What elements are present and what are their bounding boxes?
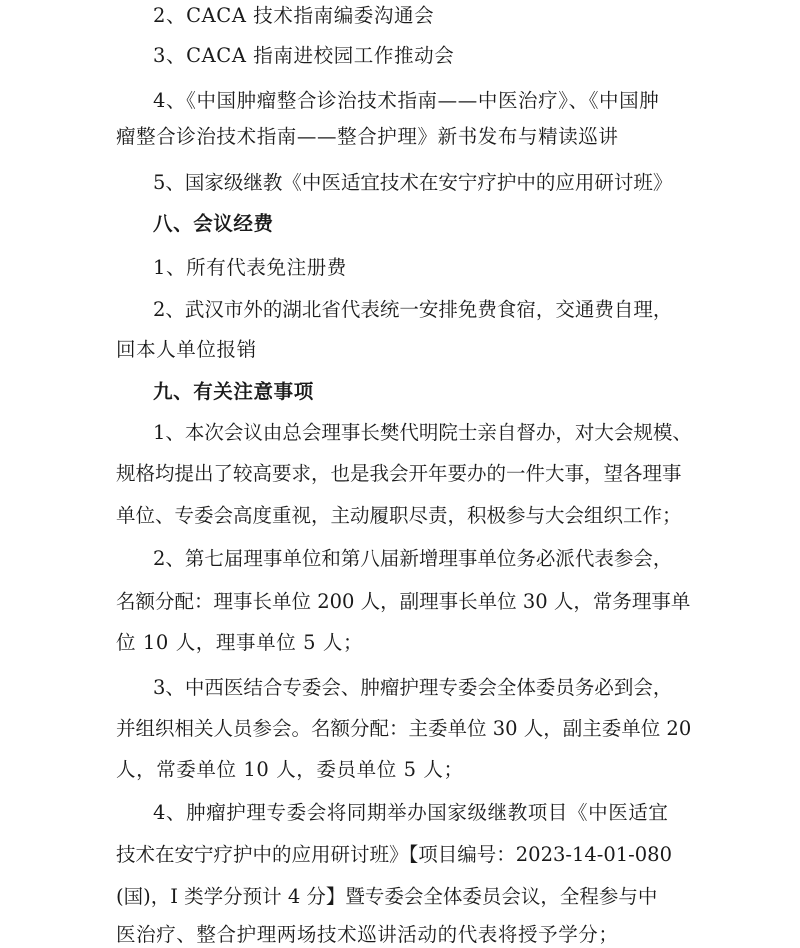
note-3-line-1: 3、中西医结合专委会、肿瘤护理专委会全体委员务必到会， (153, 676, 673, 699)
item-3-caca-campus-meeting: 3、CACA 指南进校园工作推动会 (153, 44, 455, 67)
note-1-line-2: 规格均提出了较高要求，也是我会开年要办的一件大事，望各理事 (116, 462, 682, 485)
note-1-line-1: 1、本次会议由总会理事长樊代明院士亲自督办，对大会规模、 (153, 421, 692, 444)
note-2-line-2: 名额分配：理事长单位 200 人，副理事长单位 30 人，常务理事单 (116, 590, 691, 613)
item-5-continuing-education: 5、国家级继教《中医适宜技术在安宁疗护中的应用研讨班》 (153, 171, 673, 194)
section-heading-meeting-fees: 八、会议经费 (153, 212, 274, 235)
fee-item-2-line-2: 回本人单位报销 (116, 338, 257, 361)
note-1-line-3: 单位、专委会高度重视，主动履职尽责，积极参与大会组织工作； (116, 504, 682, 527)
note-3-line-3: 人，常委单位 10 人，委员单位 5 人； (116, 758, 464, 781)
note-2-line-3: 位 10 人，理事单位 5 人； (116, 631, 364, 654)
item-4-book-launch-line-2: 瘤整合诊治技术指南——整合护理》新书发布与精读巡讲 (116, 125, 619, 148)
section-heading-notes: 九、有关注意事项 (153, 380, 314, 403)
fee-item-2-line-1: 2、武汉市外的湖北省代表统一安排免费食宿，交通费自理， (153, 298, 673, 321)
note-4-line-1: 4、肿瘤护理专委会将同期举办国家级继教项目《中医适宜 (153, 801, 669, 824)
item-2-caca-editorial-meeting: 2、CACA 技术指南编委沟通会 (153, 4, 435, 27)
note-4-line-2: 技术在安宁疗护中的应用研讨班》【项目编号：2023-14-01-080 (116, 843, 672, 866)
note-3-line-2: 并组织相关人员参会。名额分配：主委单位 30 人，副主委单位 20 (116, 717, 692, 740)
fee-item-1: 1、所有代表免注册费 (153, 256, 347, 279)
note-2-line-1: 2、第七届理事单位和第八届新增理事单位务必派代表参会， (153, 547, 673, 570)
note-4-line-4: 医治疗、整合护理两场技术巡讲活动的代表将授予学分； (116, 923, 619, 946)
item-4-book-launch-line-1: 4、《中国肿瘤整合诊治技术指南——中医治疗》、《中国肿 (153, 89, 660, 112)
note-4-line-3: (国)，I 类学分预计 4 分】暨专委会全体委员会议，全程参与中 (116, 885, 658, 908)
